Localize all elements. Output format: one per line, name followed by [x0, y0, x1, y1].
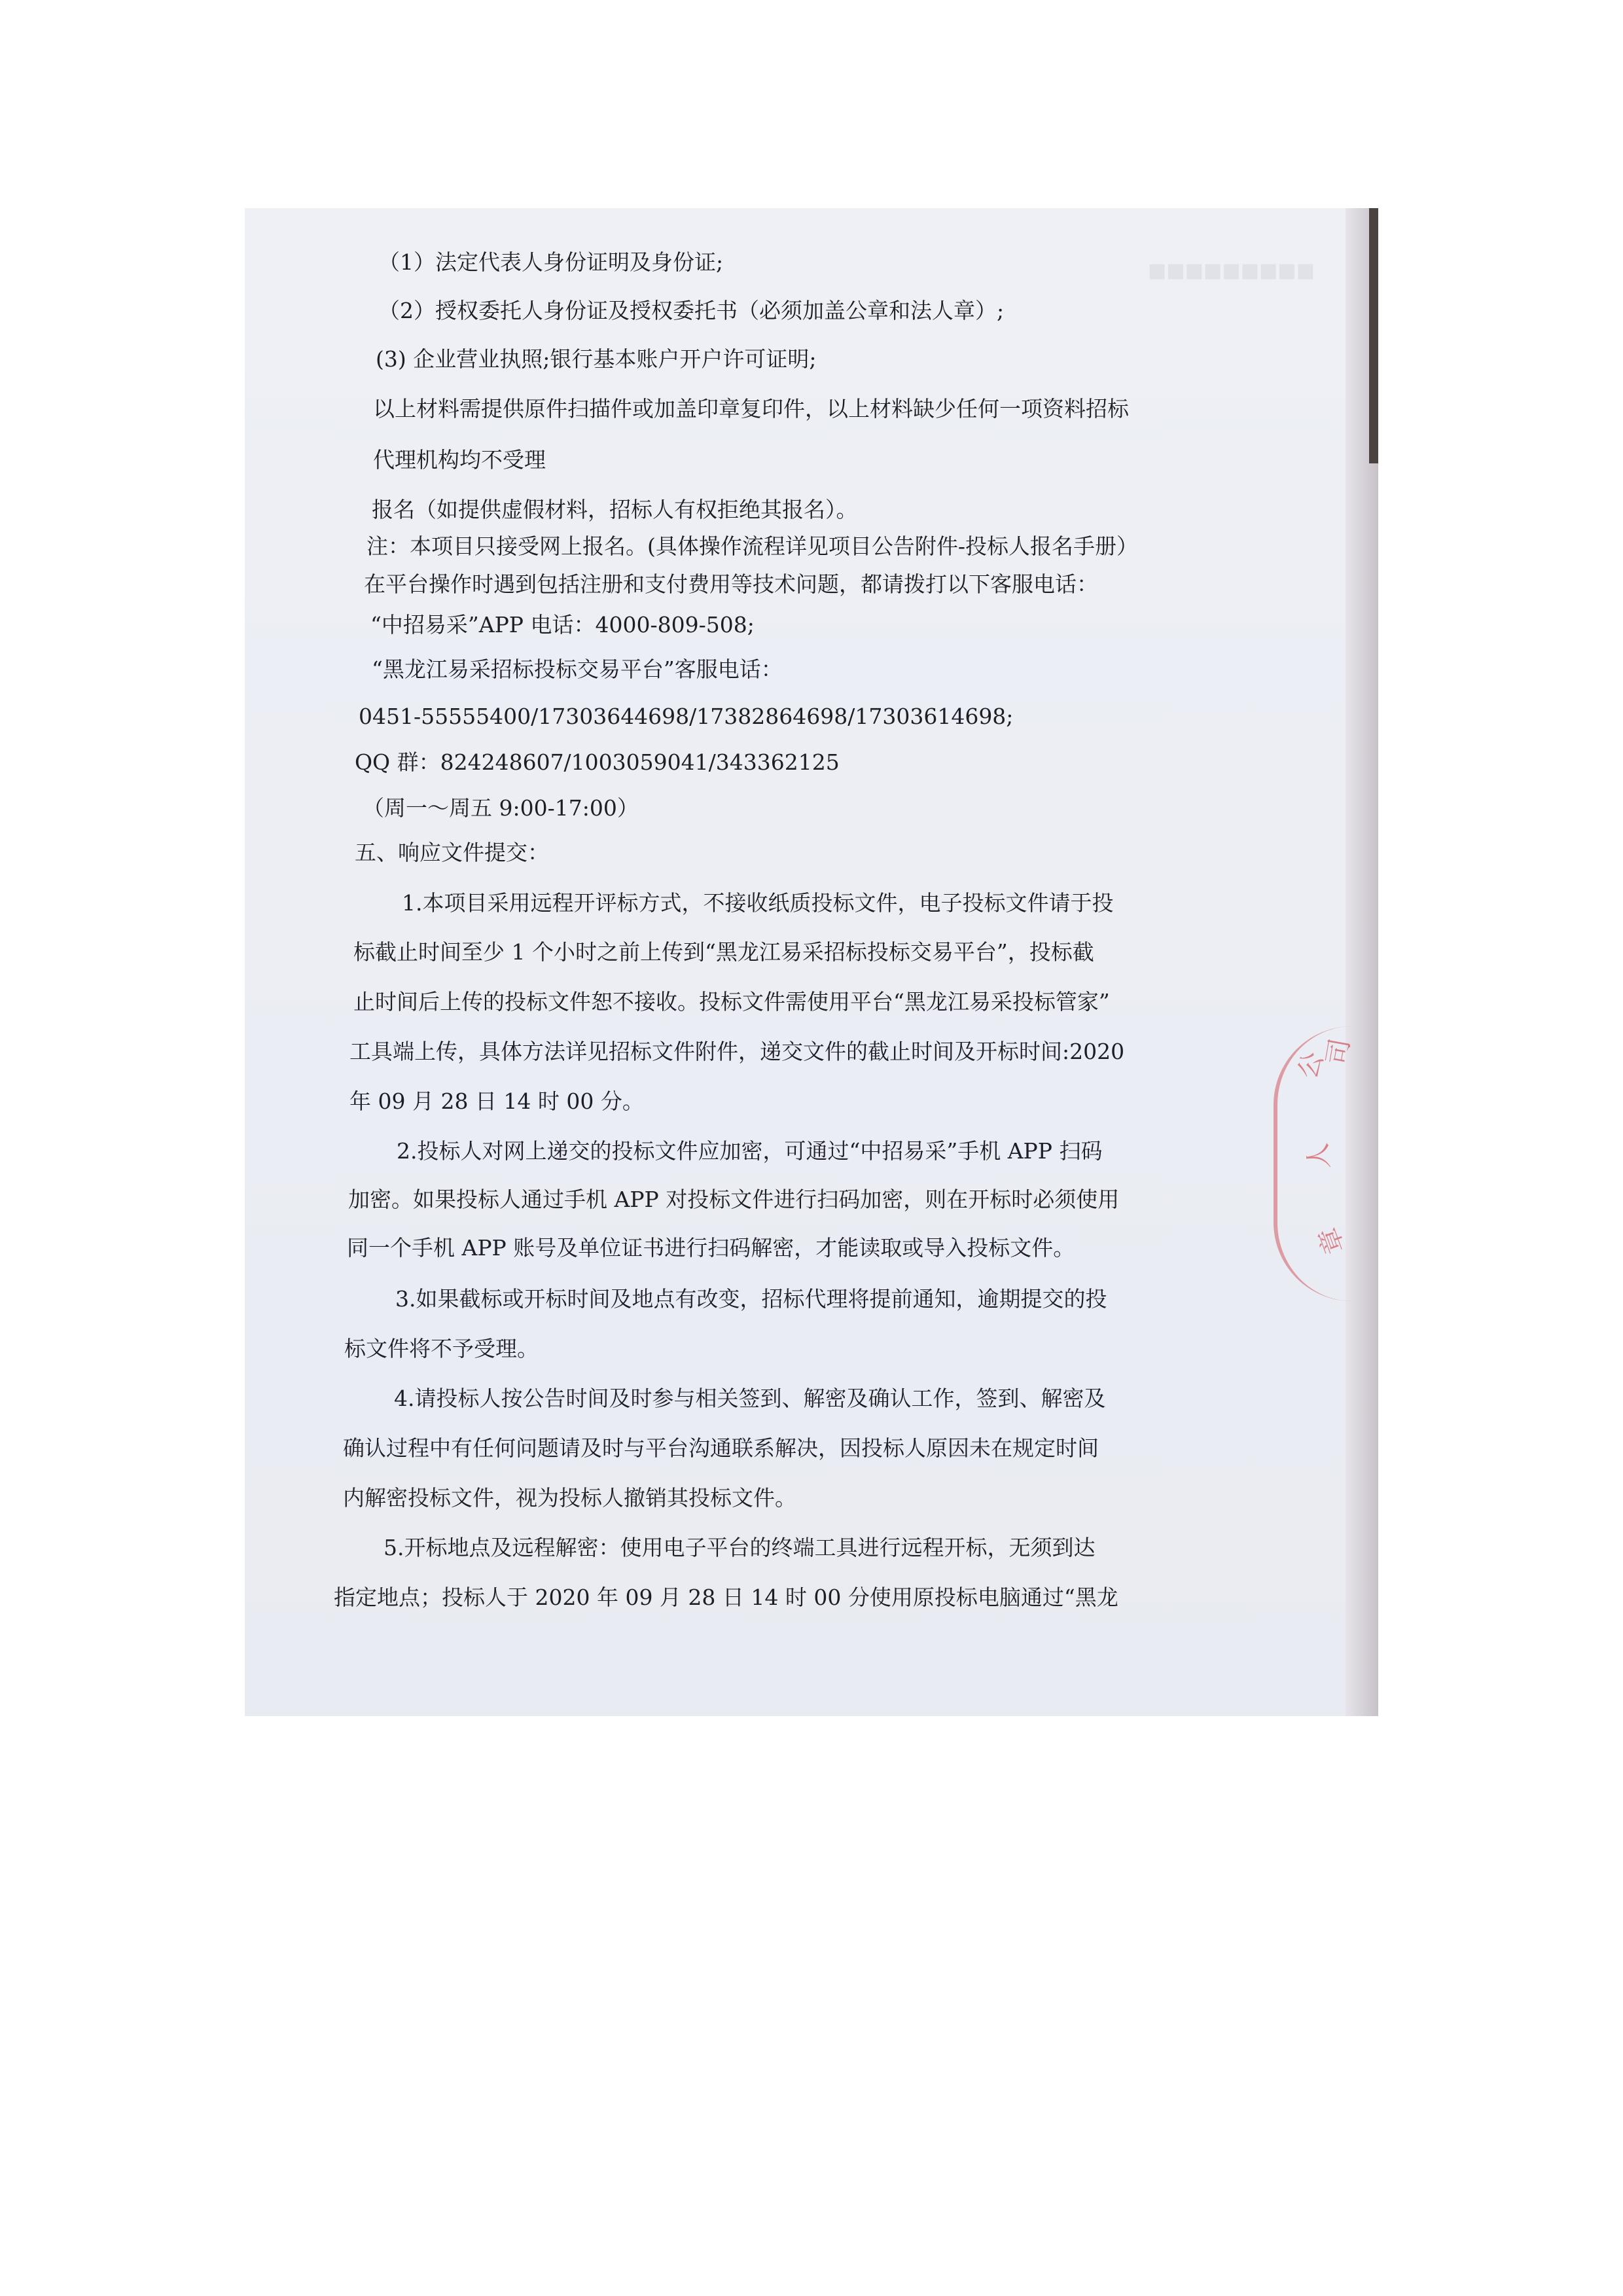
- doc-line-9: “中招易采”APP 电话：4000-809-508;: [370, 612, 755, 637]
- section-heading-5: 五、响应文件提交：: [355, 840, 549, 865]
- doc-line-1: （1）法定代表人身份证明及身份证;: [378, 249, 724, 275]
- doc-line-11: 0451-55555400/17303644698/17382864698/17303614698;: [359, 704, 1014, 729]
- doc-line-6: 报名（如提供虚假材料，招标人有权拒绝其报名）。: [372, 497, 858, 522]
- stamp-char: 司: [1321, 1036, 1356, 1067]
- doc-line-21: 加密。如果投标人通过手机 APP 对投标文件进行扫码加密，则在开标时必须使用: [348, 1187, 1120, 1212]
- doc-line-2: （2）授权委托人身份证及授权委托书（必须加盖公章和法人章）;: [378, 298, 1005, 323]
- doc-line-12: QQ 群：824248607/1003059041/343362125: [355, 749, 840, 775]
- red-seal-stamp: [1274, 1026, 1376, 1301]
- doc-line-24: 标文件将不予受理。: [344, 1336, 539, 1361]
- doc-line-27: 内解密投标文件，视为投标人撤销其投标文件。: [343, 1485, 796, 1511]
- doc-line-18: 工具端上传，具体方法详见招标文件附件，递交文件的截止时间及开标时间:2020: [349, 1039, 1125, 1064]
- doc-line-28: 5.开标地点及远程解密：使用电子平台的终端工具进行远程开标，无须到达: [383, 1535, 1096, 1560]
- bleed-through-mark: ■■■■■■■■■: [1148, 259, 1315, 282]
- doc-line-20: 2.投标人对网上递交的投标文件应加密，可通过“中招易采”手机 APP 扫码: [397, 1138, 1103, 1164]
- scanned-page-photo: [245, 208, 1378, 1716]
- background-dark-edge: [1369, 208, 1378, 463]
- doc-line-25: 4.请投标人按公告时间及时参与相关签到、解密及确认工作，签到、解密及: [394, 1386, 1106, 1411]
- stamp-char: 人: [1302, 1141, 1336, 1171]
- doc-line-3: (3) 企业营业执照;银行基本账户开户许可证明;: [376, 346, 817, 372]
- stamp-char: 公: [1292, 1048, 1330, 1083]
- doc-line-16: 标截止时间至少 1 个小时之前上传到“黑龙江易采招标投标交易平台”，投标截: [353, 939, 1094, 965]
- doc-line-22: 同一个手机 APP 账号及单位证书进行扫码解密，才能读取或导入投标文件。: [347, 1235, 1075, 1261]
- doc-line-10: “黑龙江易采招标投标交易平台”客服电话：: [372, 656, 783, 682]
- paper-sheet: [245, 208, 1351, 1716]
- doc-line-26: 确认过程中有任何问题请及时与平台沟通联系解决，因投标人原因未在规定时间: [343, 1435, 1099, 1461]
- doc-line-15: 1.本项目采用远程开评标方式，不接收纸质投标文件，电子投标文件请于投: [402, 890, 1114, 916]
- doc-line-29: 指定地点；投标人于 2020 年 09 月 28 日 14 时 00 分使用原投标电脑通过“黑龙: [334, 1585, 1118, 1610]
- doc-line-8: 在平台操作时遇到包括注册和支付费用等技术问题，都请拨打以下客服电话：: [364, 571, 1098, 597]
- doc-line-7: 注：本项目只接受网上报名。(具体操作流程详见项目公告附件-投标人报名手册）: [366, 533, 1139, 559]
- doc-line-5: 代理机构均不受理: [373, 447, 546, 473]
- stamp-char: 章: [1313, 1223, 1351, 1258]
- doc-line-13: （周一～周五 9:00-17:00）: [363, 795, 639, 821]
- doc-line-17: 止时间后上传的投标文件恕不接收。投标文件需使用平台“黑龙江易采投标管家”: [353, 989, 1110, 1014]
- doc-line-19: 年 09 月 28 日 14 时 00 分。: [349, 1088, 644, 1114]
- doc-line-23: 3.如果截标或开标时间及地点有改变，招标代理将提前通知，逾期提交的投: [395, 1286, 1107, 1312]
- doc-line-4: 以上材料需提供原件扫描件或加盖印章复印件，以上材料缺少任何一项资料招标: [373, 396, 1129, 422]
